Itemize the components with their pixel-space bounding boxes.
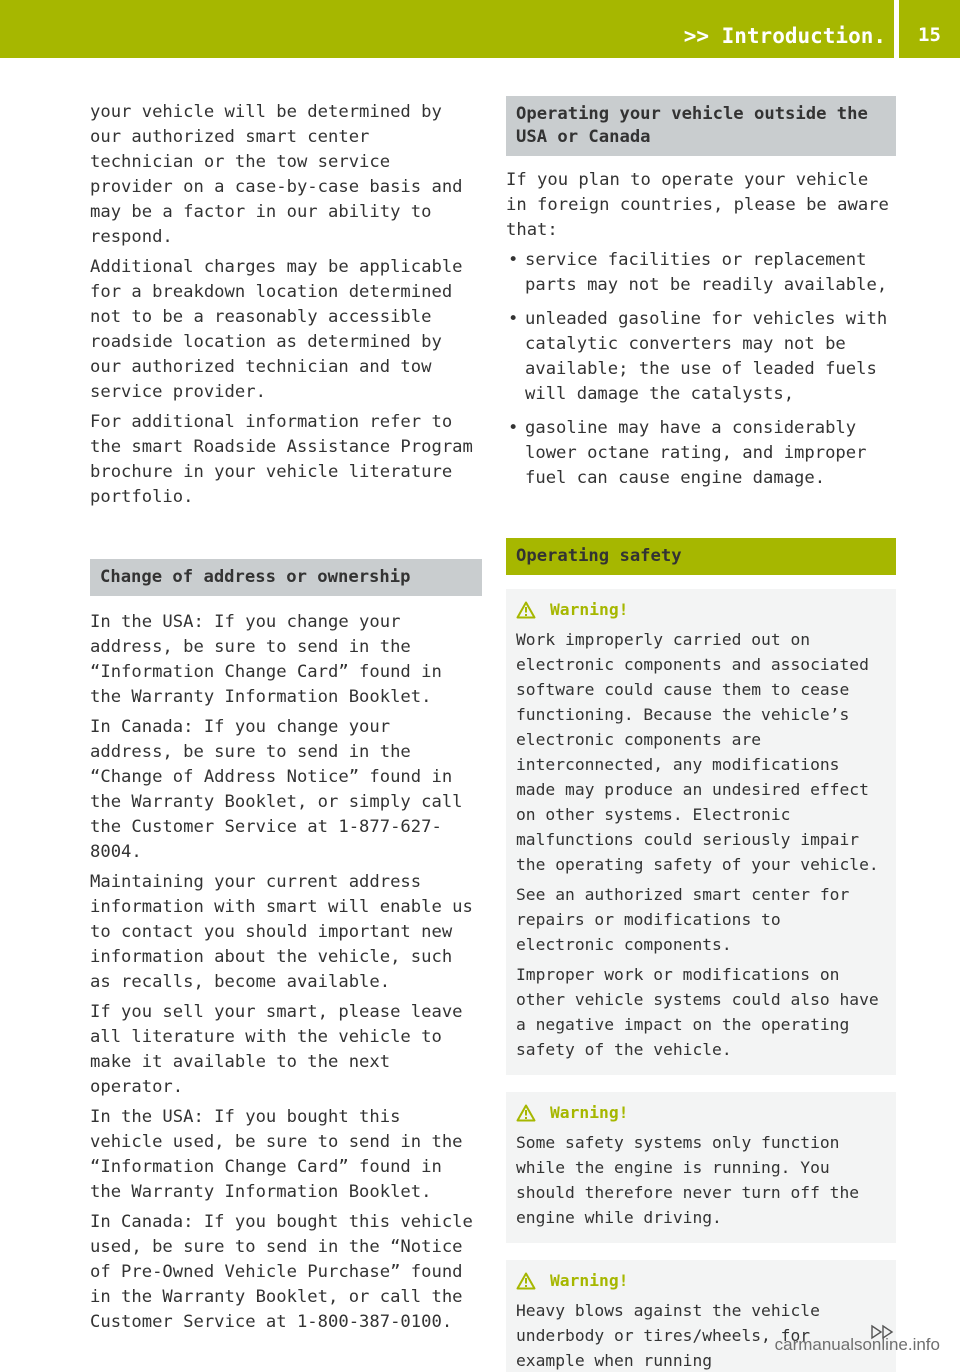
paragraph: Heavy blows against the vehicle underbody or tires/wheels, for example when running bbox=[516, 1301, 820, 1370]
bullet-list bbox=[506, 248, 896, 491]
bullet-icon: • bbox=[508, 250, 519, 270]
bullet-icon: • bbox=[508, 309, 519, 329]
warning-title bbox=[516, 597, 886, 622]
warning-title bbox=[516, 1100, 886, 1125]
header-bar bbox=[0, 0, 960, 58]
paragraph: your vehicle will be determined by our authorized smart center technician or the tow service provider on a case-by-case basis and may be a factor in our ability to respond. bbox=[90, 102, 463, 247]
section-heading-change-of-address: Change of address or ownership bbox=[90, 559, 482, 596]
list-item bbox=[506, 307, 896, 407]
list-item bbox=[506, 416, 896, 491]
section-heading-outside-usa: Operating your vehicle outside the USA or Canada bbox=[506, 96, 896, 156]
list-item bbox=[506, 248, 896, 298]
warning-label: Warning! bbox=[550, 1103, 629, 1122]
watermark: carmanualsonline.info bbox=[774, 1335, 940, 1354]
warning-triangle-icon bbox=[516, 1272, 536, 1290]
list-item-text: unleaded gasoline for vehicles with catalytic converters may not be available; the use of leaded fuels will damage the catalysts, bbox=[525, 309, 888, 404]
paragraph: Improper work or modifications on other vehicle systems could also have a negative impact on the operating safety of the vehicle. bbox=[516, 965, 879, 1059]
page-number: 15 bbox=[918, 24, 941, 46]
paragraph: Maintaining your current address information with smart will enable us to contact you should important new information about the vehicle, such as recalls, become available. bbox=[90, 872, 473, 992]
bullet-icon: • bbox=[508, 418, 519, 438]
paragraph: If you plan to operate your vehicle in foreign countries, please be aware that: bbox=[506, 170, 889, 240]
right-column bbox=[506, 96, 896, 1372]
paragraph: In the USA: If you change your address, be sure to send in the “Information Change Card” found in the Warranty Information Booklet. bbox=[90, 612, 442, 707]
paragraph: Work improperly carried out on electronic components and associated software could cause them to cease functioning. Because the vehicle’s electronic components are interconnected, any modifications made may produce an undesired effect on other systems. Electronic malfunctions could seriously impair the operating safety of your vehicle. bbox=[516, 630, 879, 874]
paragraph: Some safety systems only function while the engine is running. You should therefore never turn off the engine while driving. bbox=[516, 1133, 860, 1227]
paragraph: Additional charges may be applicable for a breakdown location determined not to be a reasonably accessible roadside location as determined by our authorized technician and tow service provider. bbox=[90, 257, 463, 402]
left-column bbox=[90, 100, 482, 1340]
paragraph: See an authorized smart center for repairs or modifications to electronic components. bbox=[516, 885, 850, 954]
warning-box bbox=[506, 589, 896, 1075]
warning-box bbox=[506, 1092, 896, 1243]
list-item-text: service facilities or replacement parts may not be readily available, bbox=[525, 250, 888, 295]
paragraph: If you sell your smart, please leave all literature with the vehicle to make it available to the next operator. bbox=[90, 1002, 463, 1097]
warning-label: Warning! bbox=[550, 1271, 629, 1290]
paragraph: In the USA: If you bought this vehicle used, be sure to send in the “Information Change Card” found in the Warranty Information Booklet. bbox=[90, 1107, 463, 1202]
warning-triangle-icon bbox=[516, 1104, 536, 1122]
paragraph: For additional information refer to the smart Roadside Assistance Program brochure in your vehicle literature portfolio. bbox=[90, 412, 473, 507]
section-heading-operating-safety: Operating safety bbox=[506, 538, 896, 575]
warning-box bbox=[506, 1260, 896, 1372]
list-item-text: gasoline may have a considerably lower octane rating, and improper fuel can cause engine damage. bbox=[525, 418, 867, 488]
warning-label: Warning! bbox=[550, 600, 629, 619]
warning-title bbox=[516, 1268, 886, 1293]
warning-triangle-icon bbox=[516, 601, 536, 619]
paragraph: In Canada: If you bought this vehicle used, be sure to send in the “Notice of Pre-Owned Vehicle Purchase” found in the Warranty Booklet, or call the Customer Service at 1-800-387-0100. bbox=[90, 1212, 473, 1332]
paragraph: In Canada: If you change your address, be sure to send in the “Change of Address Notice” found in the Warranty Booklet, or simply call the Customer Service at 1-877-627-8004. bbox=[90, 717, 463, 862]
section-title: >> Introduction. bbox=[683, 24, 886, 48]
